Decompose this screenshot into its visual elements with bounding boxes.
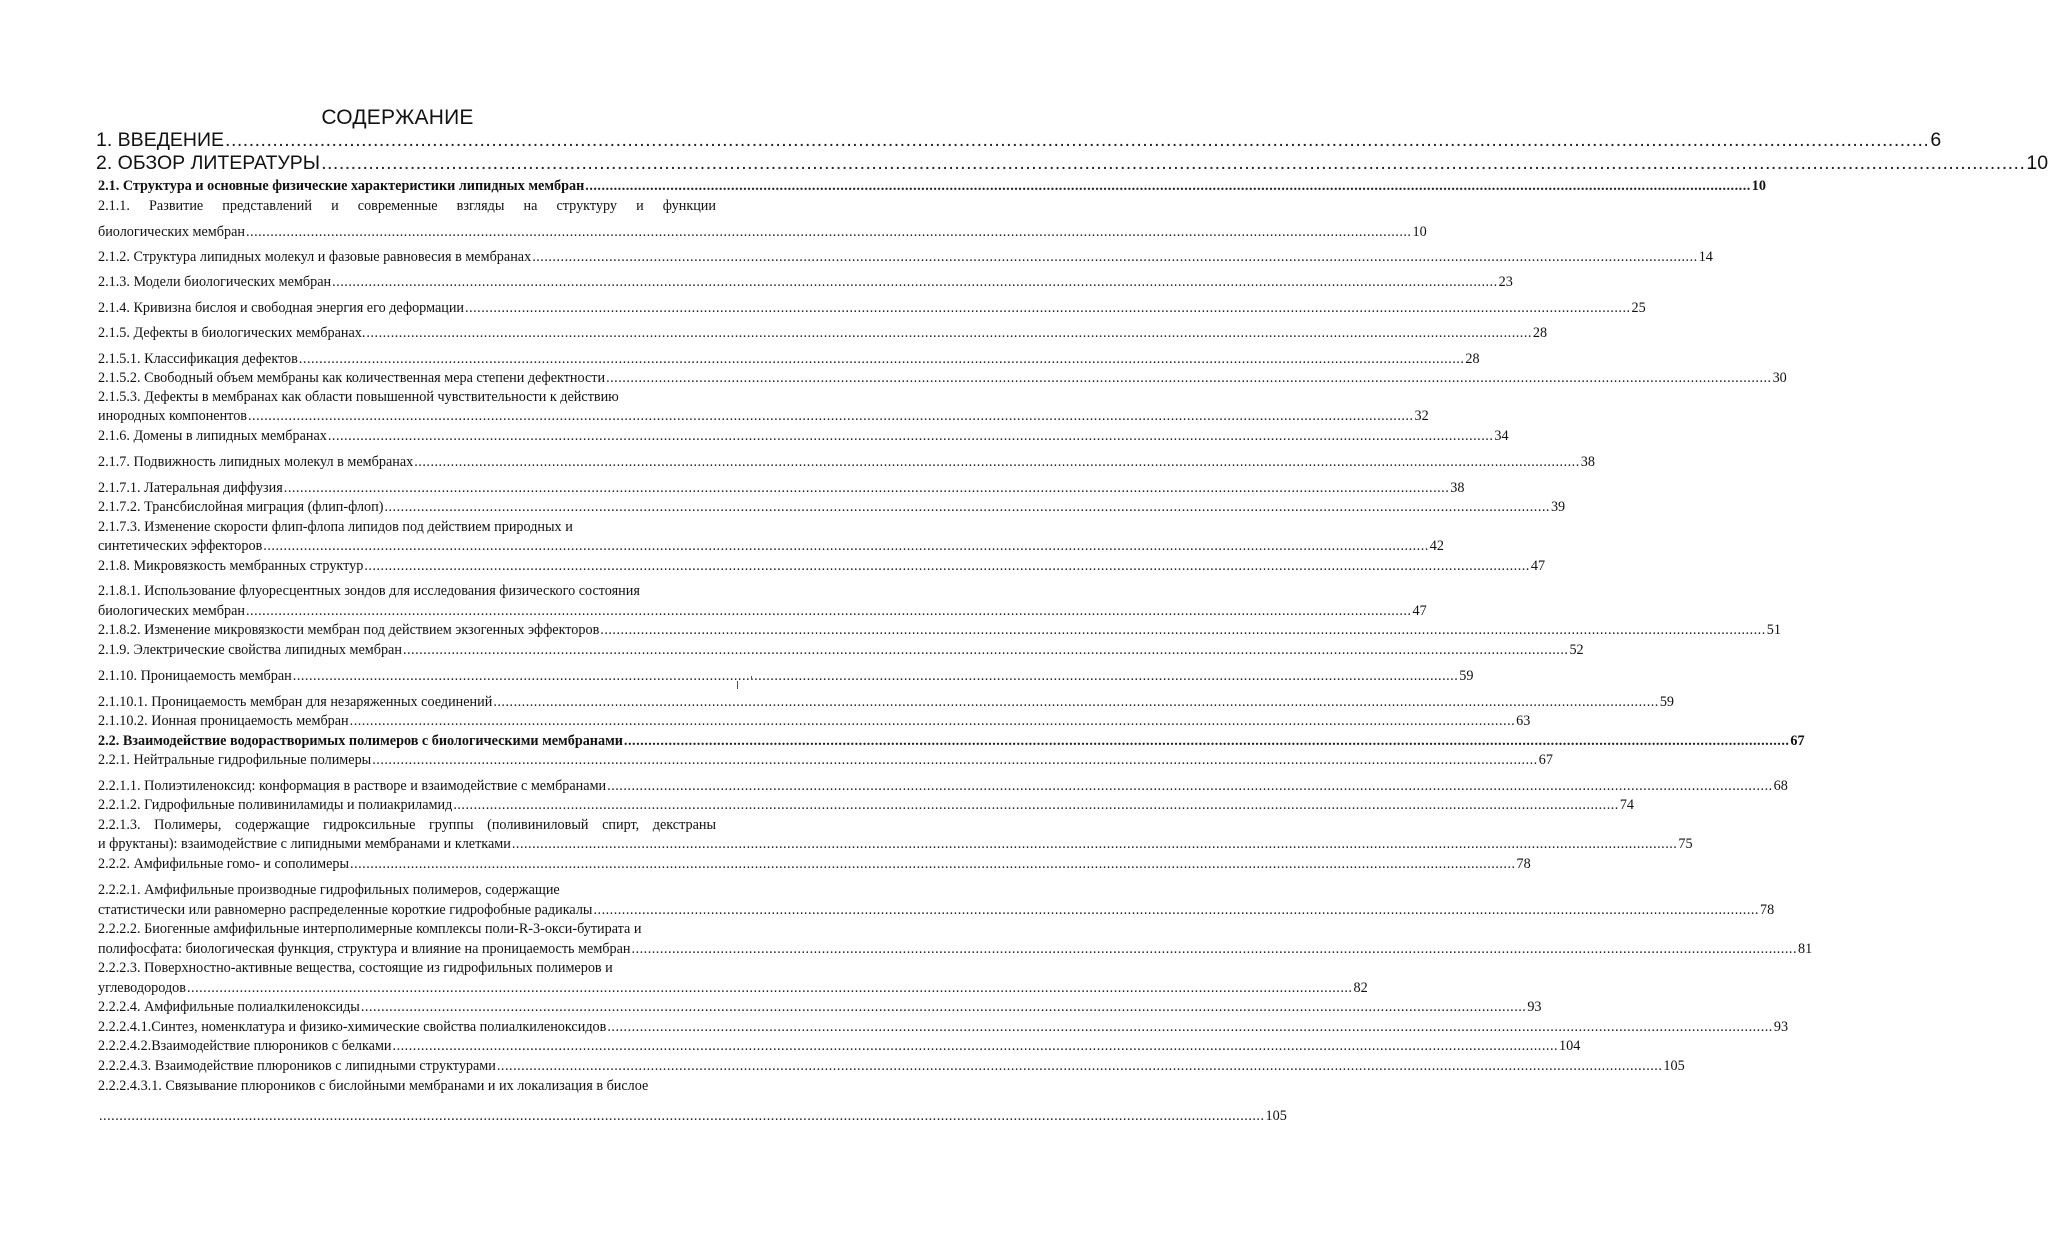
entry-title: 2. ОБЗОР ЛИТЕРАТУРЫ <box>96 152 321 174</box>
toc-entry <box>98 902 1775 918</box>
toc-entry <box>98 274 1513 290</box>
toc-entry <box>98 622 1781 638</box>
entry-page: 78 <box>1759 902 1775 918</box>
entry-page: 105 <box>1265 1108 1287 1124</box>
toc-entry-line1: 2.2.2.3. Поверхностно-активные вещества, состоящие из гидрофильных полимеров и <box>98 960 613 976</box>
entry-page: 14 <box>1698 249 1713 265</box>
entry-page: 81 <box>1798 941 1813 957</box>
entry-title: 2.2.2.4.1.Синтез, номенклатура и физико-химические свойства полиалкиленоксидов <box>98 1019 607 1035</box>
toc-entry-line1: 2.2.2.4.3.1. Связывание плюроников с бислойными мембранами и их локализация в бислое <box>98 1078 649 1094</box>
entry-title: 2.1.6. Домены в липидных мембранах <box>98 428 327 444</box>
entry-page: 75 <box>1678 836 1693 852</box>
toc-entry <box>98 1019 1789 1035</box>
entry-title: 2.1. Структура и основные физические характеристики липидных мембран <box>98 178 585 194</box>
entry-title: 2.2.2.4. Амфифильные полиалкиленоксиды <box>98 999 360 1015</box>
toc-entry <box>98 797 1635 813</box>
entry-page: 10 <box>1412 224 1427 240</box>
entry-page: 28 <box>1532 325 1548 341</box>
entry-page: 51 <box>1766 622 1781 638</box>
entry-title: 2.1.8. Микровязкость мембранных структур <box>98 558 364 574</box>
entry-title: 2.1.7.2. Трансбислойная миграция (флип-флоп) <box>98 499 384 515</box>
entry-title: полифосфата: биологическая функция, структура и влияние на проницаемость мембран <box>98 941 631 957</box>
entry-title: 2.1.5.2. Свободный объем мембраны как количественная мера степени дефектности <box>98 370 606 386</box>
toc-entry <box>98 249 1713 265</box>
toc-entry-line1: 2.1.8.1. Использование флуоресцентных зондов для исследования физического состояния <box>98 583 640 599</box>
entry-page: 10 <box>1751 178 1766 194</box>
entry-page: 38 <box>1450 480 1465 496</box>
entry-page: 82 <box>1353 980 1368 996</box>
toc-entry-line1: 2.2.2.1. Амфифильные производные гидрофильных полимеров, содержащие <box>98 882 560 898</box>
toc-entry-line1: 2.1.1. Развитие представлений и современные взгляды на структуру и функции <box>98 198 716 214</box>
entry-page: 68 <box>1773 778 1788 794</box>
entry-title: и фруктаны): взаимодействие с липидными мембранами и клетками <box>98 836 511 852</box>
toc-entry <box>98 454 1595 470</box>
toc-entry <box>98 694 1675 710</box>
toc-entry <box>98 538 1444 554</box>
entry-page: 32 <box>1414 408 1429 424</box>
toc-entry-line1: 2.2.2.2. Биогенные амфифильные интерполимерные комплексы поли-R-3-окси-бутирата и <box>98 921 642 937</box>
entry-title: 2.1.9. Электрические свойства липидных мембран <box>98 642 402 658</box>
toc-entry <box>98 480 1465 496</box>
toc-entry <box>98 999 1542 1015</box>
entry-title: 2.1.4. Кривизна бислоя и свободная энергия его деформации <box>98 300 465 316</box>
entry-page: 23 <box>1498 274 1513 290</box>
page-title: СОДЕРЖАНИЕ <box>321 106 474 129</box>
entry-page: 30 <box>1772 370 1787 386</box>
toc-entry <box>98 836 1693 852</box>
entry-page: 93 <box>1527 999 1542 1015</box>
entry-page: 38 <box>1580 454 1595 470</box>
entry-page: 63 <box>1516 713 1531 729</box>
entry-title: 2.1.10. Проницаемость мембран <box>98 668 292 684</box>
toc-entry <box>98 778 1788 794</box>
toc-entry <box>98 1058 1685 1074</box>
entry-page: 104 <box>1559 1038 1581 1054</box>
entry-page: 42 <box>1429 538 1444 554</box>
toc-entry <box>98 941 1813 957</box>
toc-entry-line1: 2.1.7.3. Изменение скорости флип-флопа липидов под действием природных и <box>98 519 573 535</box>
entry-page: 6 <box>1930 129 1942 151</box>
entry-page: 67 <box>1790 733 1805 749</box>
entry-page: 52 <box>1569 642 1584 658</box>
toc-entry <box>98 370 1787 386</box>
toc-entry <box>98 224 1427 240</box>
entry-title: 2.2.2.4.2.Взаимодействие плюроников с белками <box>98 1038 392 1054</box>
toc-entry <box>98 1038 1581 1054</box>
toc-entry <box>98 1108 1287 1124</box>
toc-entry <box>98 856 1531 872</box>
entry-title: 2.2.2. Амфифильные гомо- и сополимеры <box>98 856 350 872</box>
entry-title: 2.2.2.4.3. Взаимодействие плюроников с липидными структурами <box>98 1058 496 1074</box>
toc-entry <box>98 558 1546 574</box>
entry-page: 47 <box>1530 558 1546 574</box>
toc-entry <box>98 713 1531 729</box>
entry-title: 2.2. Взаимодействие водорастворимых полимеров с биологическими мембранами <box>98 733 623 749</box>
toc-entry <box>98 351 1480 367</box>
entry-page: 105 <box>1663 1058 1685 1074</box>
entry-title: 2.1.2. Структура липидных молекул и фазовые равновесия в мембранах <box>98 249 532 265</box>
toc-entry <box>96 152 2048 174</box>
entry-title: 2.1.8.2. Изменение микровязкости мембран под действием экзогенных эффекторов <box>98 622 600 638</box>
toc-entry <box>98 980 1368 996</box>
entry-page: 34 <box>1494 428 1509 444</box>
entry-title: 2.1.10.2. Ионная проницаемость мембран <box>98 713 349 729</box>
entry-title: 2.2.1.2. Гидрофильные поливиниламиды и полиакриламид <box>98 797 453 813</box>
toc-entry <box>98 178 1766 194</box>
scan-speck <box>737 681 738 689</box>
entry-page: 47 <box>1412 603 1427 619</box>
entry-page: 10 <box>2026 152 2048 174</box>
entry-page: 74 <box>1619 797 1635 813</box>
toc-entry <box>98 752 1553 768</box>
entry-title: 2.2.1.1. Полиэтиленоксид: конформация в растворе и взаимодействие с мембранами <box>98 778 607 794</box>
entry-title: инородных компонентов <box>98 408 247 424</box>
entry-page: 39 <box>1550 499 1566 515</box>
entry-title: биологических мембран <box>98 224 245 240</box>
scan-speck <box>751 676 752 680</box>
toc-entry <box>98 408 1429 424</box>
entry-title: углеводородов <box>98 980 186 996</box>
entry-title: 2.1.5.1. Классификация дефектов <box>98 351 298 367</box>
toc-entry <box>98 642 1584 658</box>
entry-title: 2.1.3. Модели биологических мембран <box>98 274 332 290</box>
toc-entry <box>98 499 1566 515</box>
entry-page: 25 <box>1631 300 1646 316</box>
entry-title: 1. ВВЕДЕНИЕ <box>96 129 225 151</box>
entry-page: 93 <box>1773 1019 1789 1035</box>
entry-title: синтетических эффекторов <box>98 538 263 554</box>
entry-page: 59 <box>1459 668 1474 684</box>
entry-title: 2.1.10.1. Проницаемость мембран для незаряженных соединений <box>98 694 493 710</box>
entry-title: биологических мембран <box>98 603 245 619</box>
entry-title: 2.1.5. Дефекты в биологических мембранах. <box>98 325 366 341</box>
toc-entry <box>98 325 1548 341</box>
toc-entry <box>98 428 1509 444</box>
entry-title: статистически или равномерно распределенные короткие гидрофобные радикалы <box>98 902 593 918</box>
entry-page: 28 <box>1465 351 1480 367</box>
toc-entry <box>98 668 1474 684</box>
entry-page: 59 <box>1659 694 1675 710</box>
toc-entry-line1: 2.1.5.3. Дефекты в мембранах как области повышенной чувствительности к действию <box>98 389 619 405</box>
toc-entry <box>98 300 1646 316</box>
entry-page: 67 <box>1538 752 1553 768</box>
entry-title: 2.2.1. Нейтральные гидрофильные полимеры <box>98 752 372 768</box>
toc-entry <box>96 129 1942 151</box>
toc-entry <box>98 603 1427 619</box>
entry-page: 78 <box>1516 856 1531 872</box>
entry-title: 2.1.7. Подвижность липидных молекул в мембранах <box>98 454 414 470</box>
toc-entry-line1: 2.2.1.3. Полимеры, содержащие гидроксильные группы (поливиниловый спирт, декстраны <box>98 817 716 833</box>
toc-entry <box>98 733 1805 749</box>
entry-title: 2.1.7.1. Латеральная диффузия <box>98 480 283 496</box>
